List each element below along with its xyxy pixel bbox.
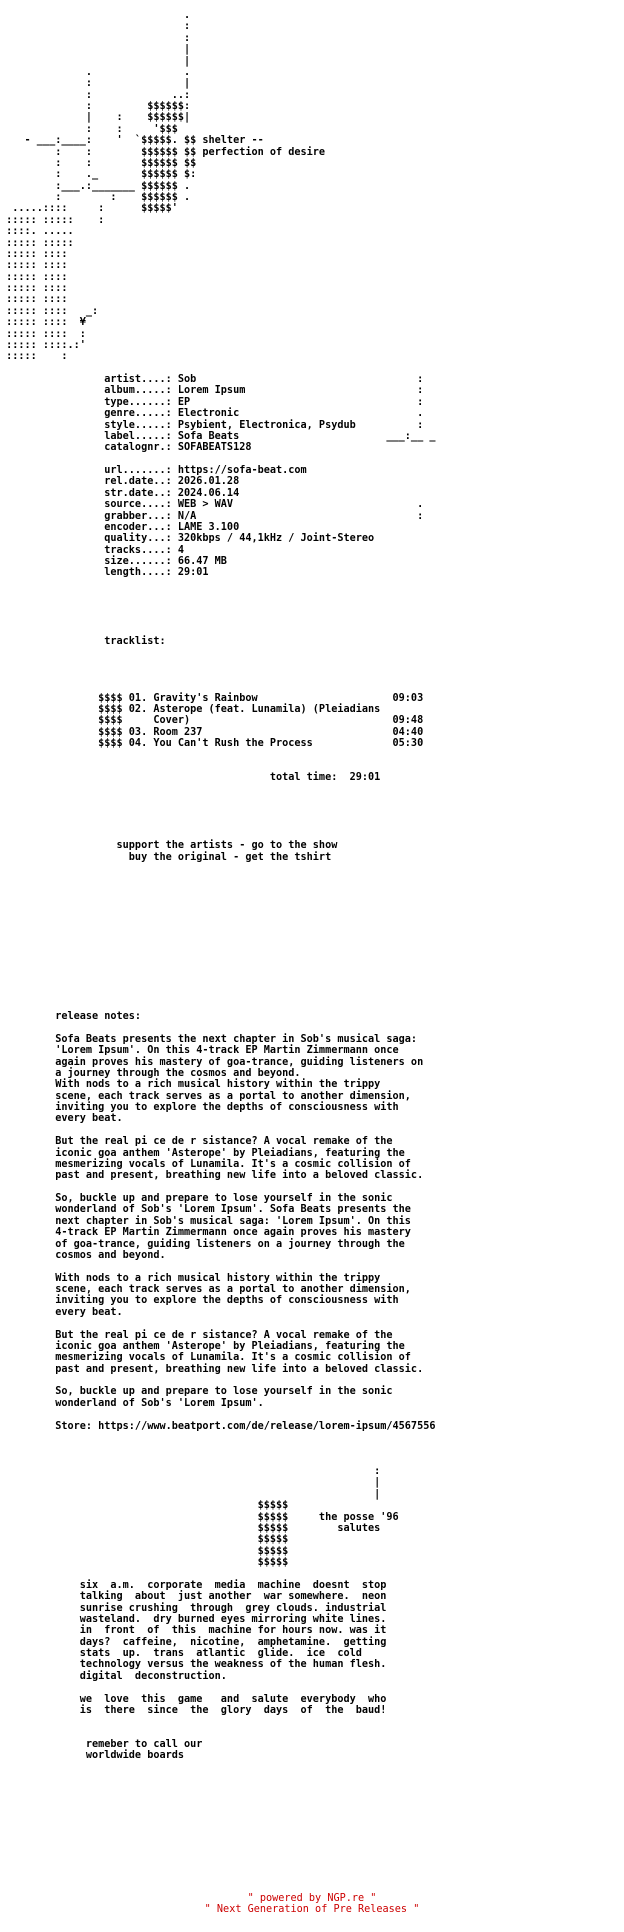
footer [0, 1893, 624, 1916]
footer-powered-by: " powered by NGP.re " [247, 1893, 377, 1904]
nfo-text: . : : | | . . : | : ..: : $$$$$$: | : $$$$$$| : : '$$$ - ___:____: ' `$$$$$. $$ shelter -- : : $$$$$$ $$ perfection of desire : : $$$$$$ $$ : ._ $$$$$$ $: :___.:_______ $$$$$$ . : : $$$$$$ . .....:::: : $$$$$' ::::: ::::: : ::::. ..... ::::: ::::: ::::: :::: ::::: :::: ::::: :::: ::::: :::: ::::: :::: ::::: :::: _: ::::: :::: ¥ ::::: :::: : ::::: ::::.:' ::::: : artist....: Sob : album.....: Lorem Ipsum : type......: EP : genre.....: Electronic . style.....: Psybient, Electronica, Psydub : label.....: Sofa Beats ___:__ _ catalognr.: SOFABEATS128 url.......: https://sofa-beat.com rel.date..: 2026.01.28 str.date..: 2024.06.14 source....: WEB > WAV . grabber...: N/A : encoder...: LAME 3.100 quality...: 320kbps / 44,1kHz / Joint-Stereo tracks....: 4 size......: 66.47 MB length....: 29:01 tracklist: $$$$ 01. Gravity's Rainbow 09:03 $$$$ 02. Asterope (feat. Lunamila) (Pleiadians $$$$ Cover) 09:48 $$$$ 03. Room 237 04:40 $$$$ 04. You Can't Rush the Process 05:30 total time: 29:01 support the artists - go to the show buy the original - get the tshirt release notes: Sofa Beats presents the next chapter in Sob's musical saga: 'Lorem Ipsum'. On this 4-track EP Martin Zimmermann once again proves his mastery of goa-trance, guiding listeners on a journey through the cosmos and beyond. With nods to a rich musical history within the trippy scene, each track serves as a portal to another dimension, inviting you to explore the depths of consciousness with every beat. But the real pi ce de r sistance? A vocal remake of the iconic goa anthem 'Asterope' by Pleiadians, featuring the mesmerizing vocals of Lunamila. It's a cosmic collision of past and present, breathing new life into a beloved classic. So, buckle up and prepare to lose yourself in the sonic wonderland of Sob's 'Lorem Ipsum'. Sofa Beats presents the next chapter in Sob's musical saga: 'Lorem Ipsum'. On this 4-track EP Martin Zimmermann once again proves his mastery of goa-trance, guiding listeners on a journey through the cosmos and beyond. With nods to a rich musical history within the trippy scene, each track serves as a portal to another dimension, inviting you to explore the depths of consciousness with every beat. But the real pi ce de r sistance? A vocal remake of the iconic goa anthem 'Asterope' by Pleiadians, featuring the mesmerizing vocals of Lunamila. It's a cosmic collision of past and present, breathing new life into a beloved classic. So, buckle up and prepare to lose yourself in the sonic wonderland of Sob's 'Lorem Ipsum'. Store: https://www.beatport.com/de/release/lorem-ipsum/4567556 : | | $$$$$ $$$$$ the posse '96 $$$$$ salutes $$$$$ $$$$$ $$$$$ six a.m. corporate media machine doesnt stop talking about just another war somewhere. neon sunrise crushing through grey clouds. industrial wasteland. dry burned eyes mirroring white lines. in front of this machine for hours now. was it days? caffeine, nicotine, amphetamine. getting stats up. trans atlantic glide. ice cold technology versus the weakness of the human flesh. digital deconstruction. we love this game and salute everybody who is there since the glory days of the baud! remeber to call our worldwide boards [6, 10, 436, 1762]
footer-tagline: " Next Generation of Pre Releases " [204, 1904, 420, 1916]
